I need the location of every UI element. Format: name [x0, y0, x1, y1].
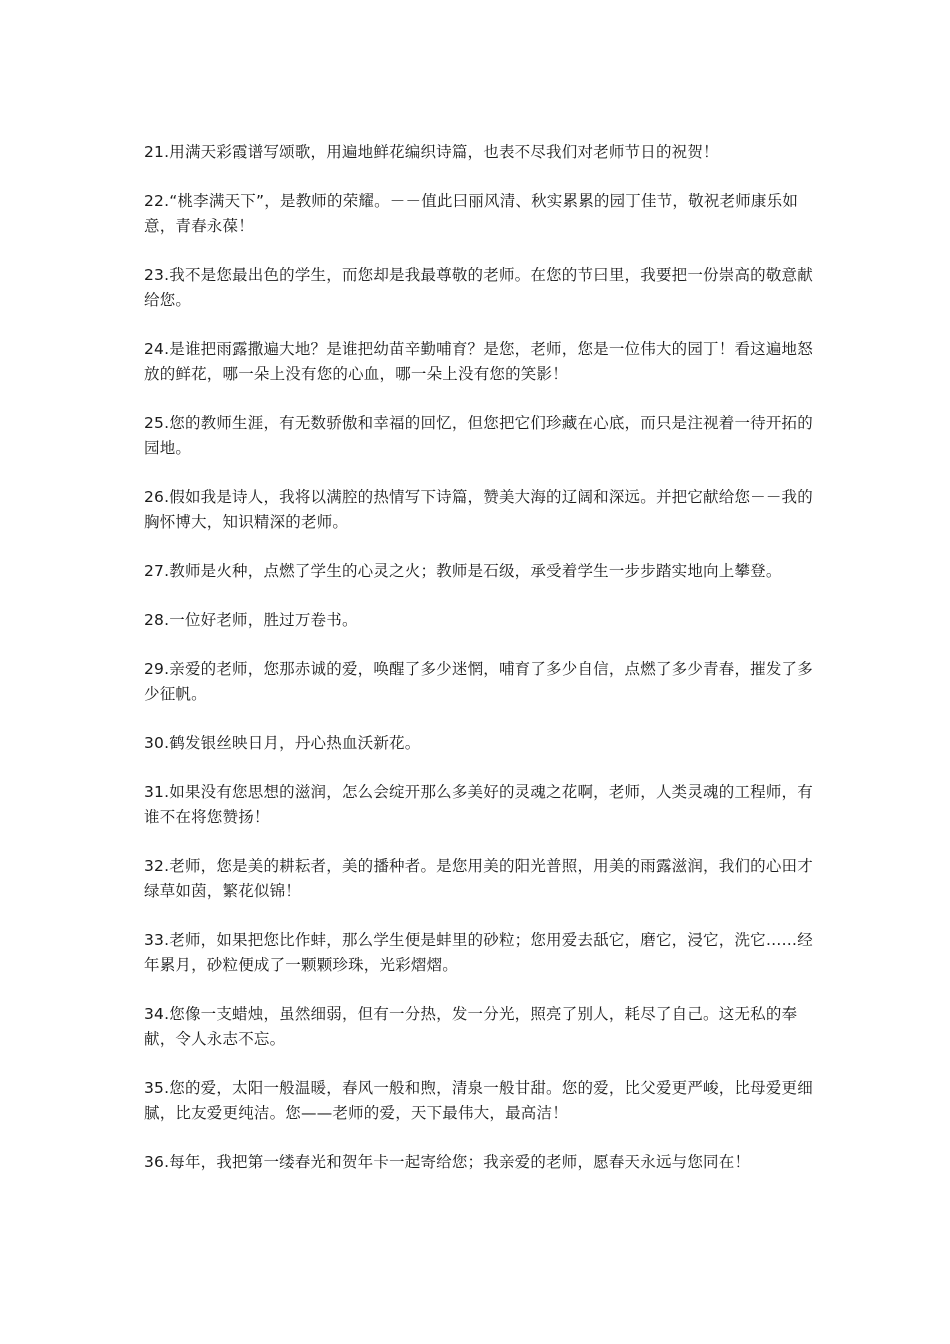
paragraph-32: 32.老师，您是美的耕耘者，美的播种者。是您用美的阳光普照，用美的雨露滋润，我们的心田才绿草如茵，繁花似锦！ — [144, 857, 813, 900]
paragraph-24: 24.是谁把雨露撒遍大地？是谁把幼苗辛勤哺育？是您，老师，您是一位伟大的园丁！看这遍地怒放的鲜花，哪一朵上没有您的心血，哪一朵上没有您的笑影！ — [144, 340, 813, 383]
paragraph-28: 28.一位好老师，胜过万卷书。 — [144, 611, 358, 629]
paragraph-30: 30.鹤发银丝映日月，丹心热血沃新花。 — [144, 734, 421, 752]
paragraph-36: 36.每年，我把第一缕春光和贺年卡一起寄给您；我亲爱的老师，愿春天永远与您同在！ — [144, 1153, 751, 1171]
paragraph-33: 33.老师，如果把您比作蚌，那么学生便是蚌里的砂粒；您用爱去舐它，磨它，浸它，洗它……经年累月，砂粒便成了一颗颗珍珠，光彩熠熠。 — [144, 931, 813, 974]
document-body — [144, 140, 814, 1199]
paragraph-27: 27.教师是火种，点燃了学生的心灵之火；教师是石级，承受着学生一步步踏实地向上攀登。 — [144, 562, 782, 580]
paragraph-21: 21.用满天彩霞谱写颂歌，用遍地鲜花编织诗篇，也表不尽我们对老师节日的祝贺！ — [144, 143, 719, 161]
paragraph-23: 23.我不是您最出色的学生，而您却是我最尊敬的老师。在您的节曰里，我要把一份崇高的敬意献给您。 — [144, 266, 813, 309]
paragraph-22: 22.“桃李满天下”，是教师的荣耀。－－值此曰丽风清、秋实累累的园丁佳节，敬祝老师康乐如意，青春永葆！ — [144, 192, 799, 235]
paragraph-31: 31.如果没有您思想的滋润，怎么会绽开那么多美好的灵魂之花啊，老师，人类灵魂的工程师，有谁不在将您赞扬！ — [144, 783, 813, 826]
paragraph-35: 35.您的爱，太阳一般温暖，春风一般和煦，清泉一般甘甜。您的爱，比父爱更严峻，比母爱更细腻，比友爱更纯洁。您——老师的爱，天下最伟大，最高洁！ — [144, 1079, 813, 1122]
paragraph-29: 29.亲爱的老师，您那赤诚的爱，唤醒了多少迷惘，哺育了多少自信，点燃了多少青春，摧发了多少征帆。 — [144, 660, 813, 703]
paragraph-26: 26.假如我是诗人，我将以满腔的热情写下诗篇，赞美大海的辽阔和深远。并把它献给您－－我的胸怀博大，知识精深的老师。 — [144, 488, 813, 531]
paragraph-25: 25.您的教师生涯，有无数骄傲和幸福的回忆，但您把它们珍藏在心底，而只是注视着一待开拓的园地。 — [144, 414, 813, 457]
paragraph-34: 34.您像一支蜡烛，虽然细弱，但有一分热，发一分光，照亮了别人，耗尽了自己。这无私的奉献，令人永志不忘。 — [144, 1005, 798, 1048]
